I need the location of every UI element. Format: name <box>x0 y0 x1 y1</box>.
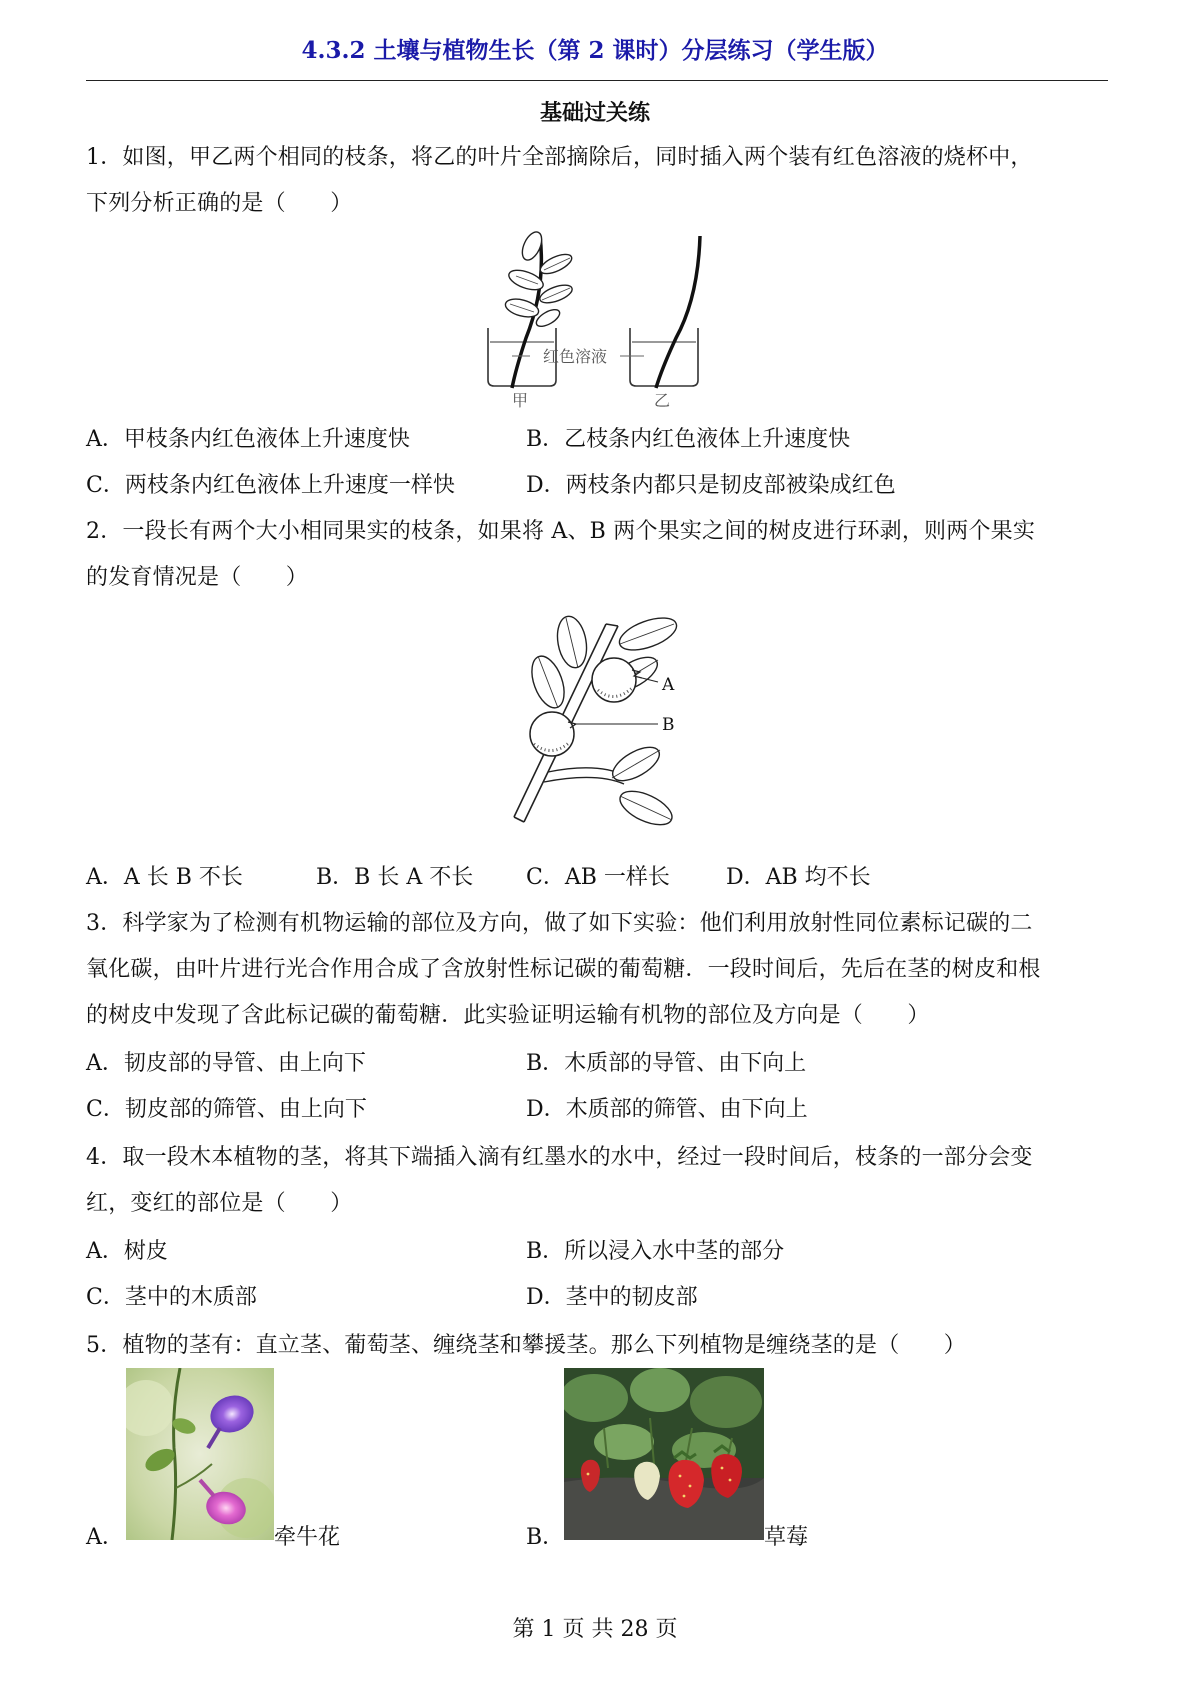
q3-option-a[interactable]: A．韧皮部的导管、由上向下 <box>86 1051 366 1076</box>
q2-option-b[interactable]: B．B 长 A 不长 <box>316 865 474 890</box>
page-footer: 第 1 页 共 28 页 <box>512 1617 678 1642</box>
q4-option-d[interactable]: D．茎中的韧皮部 <box>526 1285 698 1310</box>
q2-option-d[interactable]: D．AB 均不长 <box>726 865 871 890</box>
q3-option-b[interactable]: B．木质部的导管、由下向上 <box>526 1051 807 1076</box>
q4-stem-line-2: 红，变红的部位是（ ） <box>86 1191 353 1216</box>
q2-stem-line-2: 的发育情况是（ ） <box>86 565 309 590</box>
strawberry-photo[interactable] <box>564 1368 764 1540</box>
q5-option-a-name: 牵牛花 <box>274 1525 341 1550</box>
q4-stem-line-1: 4．取一段木本植物的茎，将其下端插入滴有红墨水的水中，经过一段时间后，枝条的一部分会变 <box>86 1145 1033 1170</box>
section-heading: 基础过关练 <box>539 100 650 126</box>
q3-stem-line-3: 的树皮中发现了含此标记碳的葡萄糖．此实验证明运输有机物的部位及方向是（ ） <box>86 1003 930 1028</box>
q2-figure-branch <box>508 612 708 832</box>
q5-option-b-letter[interactable]: B． <box>526 1525 565 1550</box>
q1-figure-label-yi: 乙 <box>653 391 671 408</box>
q1-figure-beakers <box>486 228 706 408</box>
q4-option-b[interactable]: B．所以浸入水中茎的部分 <box>526 1239 785 1264</box>
q2-option-c[interactable]: C．AB 一样长 <box>526 865 670 890</box>
document-title: 4.3.2 土壤与植物生长（第 2 课时）分层练习（学生版） <box>301 37 889 64</box>
q4-option-a[interactable]: A．树皮 <box>86 1239 168 1264</box>
q1-option-b[interactable]: B．乙枝条内红色液体上升速度快 <box>526 427 851 452</box>
q2-stem-line-1: 2．一段长有两个大小相同果实的枝条，如果将 A、B 两个果实之间的树皮进行环剥，则两个果实 <box>86 519 1036 544</box>
q1-figure-solution-label: 红色溶液 <box>542 347 608 366</box>
morning-glory-photo[interactable] <box>126 1368 274 1540</box>
q3-stem-line-1: 3．科学家为了检测有机物运输的部位及方向，做了如下实验：他们利用放射性同位素标记碳的二 <box>86 911 1033 936</box>
q1-stem-line-2: 下列分析正确的是（ ） <box>86 191 353 216</box>
q2-figure-label-b: B <box>662 715 675 735</box>
q5-option-b-name: 草莓 <box>764 1525 809 1550</box>
q4-option-c[interactable]: C．茎中的木质部 <box>86 1285 257 1310</box>
q5-stem-line-1: 5．植物的茎有：直立茎、葡萄茎、缠绕茎和攀援茎。那么下列植物是缠绕茎的是（ ） <box>86 1333 966 1358</box>
header-rule <box>86 80 1108 81</box>
q1-figure-label-jia: 甲 <box>511 391 529 408</box>
q1-option-d[interactable]: D．两枝条内都只是韧皮部被染成红色 <box>526 473 896 498</box>
q2-figure-label-a: A <box>662 675 675 695</box>
q2-option-a[interactable]: A．A 长 B 不长 <box>86 865 243 890</box>
q3-option-c[interactable]: C．韧皮部的筛管、由上向下 <box>86 1097 367 1122</box>
q3-option-d[interactable]: D．木质部的筛管、由下向上 <box>526 1097 808 1122</box>
q1-stem-line-1: 1．如图，甲乙两个相同的枝条，将乙的叶片全部摘除后，同时插入两个装有红色溶液的烧杯中， <box>86 145 1033 170</box>
q3-stem-line-2: 氧化碳，由叶片进行光合作用合成了含放射性标记碳的葡萄糖．一段时间后，先后在茎的树皮和根 <box>86 957 1041 982</box>
q5-option-a-letter[interactable]: A． <box>86 1525 124 1550</box>
q1-option-a[interactable]: A．甲枝条内红色液体上升速度快 <box>86 427 410 452</box>
q1-option-c[interactable]: C．两枝条内红色液体上升速度一样快 <box>86 473 455 498</box>
